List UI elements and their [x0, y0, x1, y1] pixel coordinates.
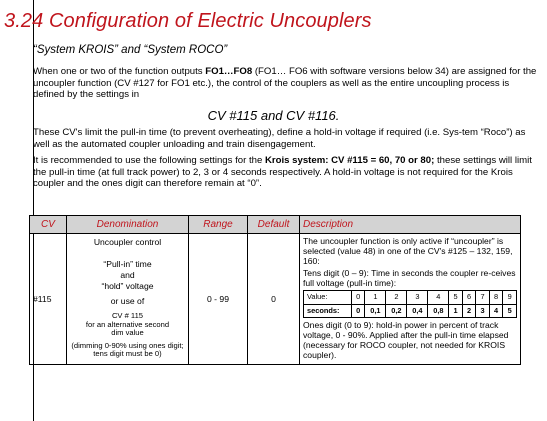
- header-denomination: Denomination: [67, 216, 189, 234]
- table-header-row: [30, 216, 521, 234]
- para3-bold: Krois system: CV #115 = 60, 70 or 80;: [264, 155, 435, 166]
- den-line-8: dim value: [111, 328, 144, 338]
- cv-reference: CV #115 and CV #116.: [207, 108, 340, 123]
- seconds-cell: 2: [462, 304, 476, 318]
- value-cell: 0: [351, 291, 365, 305]
- paragraph-cv-limits: These CV's limit the pull-in time (to prevent overheating), define a hold-in voltage if required (i.e. Sys-tem “Roco”) as well as the automated coupler unloading and train disengagement.: [33, 127, 526, 150]
- value-cell: 3: [407, 291, 428, 305]
- seconds-cell: 0,4: [407, 304, 428, 318]
- seconds-cell: 0,2: [386, 304, 407, 318]
- seconds-cell: 0,8: [428, 304, 449, 318]
- header-default: Default: [248, 216, 300, 234]
- value-cell: 9: [503, 291, 517, 305]
- cell-default: 0: [248, 234, 300, 365]
- desc-paragraph-3: Ones digit (0 to 9): hold-in power in percent of track voltage, 0 - 90%. Applied after the pull-in time elapsed (necessary for ROCO coupler, not needed for KROIS coupler).: [303, 320, 509, 361]
- cell-cv: #115: [30, 234, 67, 365]
- para1-text-c: (FO1… FO6 with software versions below 34) are assigned for the uncoupler function (CV #127 for FO1 etc.), the control of the couplers as well as the entire uncoupling process is defined by the settings in: [33, 66, 537, 101]
- paragraph-krois-recommendation: [33, 155, 541, 190]
- cell-denomination: [67, 234, 189, 365]
- section-subtitle: “System KROIS” and “System ROCO”: [33, 44, 228, 56]
- section-title: 3.24 Configuration of Electric Uncouplers: [4, 10, 372, 32]
- seconds-cell: 1: [449, 304, 463, 318]
- header-description: Description: [300, 216, 521, 234]
- cell-range: 0 - 99: [189, 234, 248, 365]
- value-cell: 6: [462, 291, 476, 305]
- seconds-cell: 0: [351, 304, 365, 318]
- seconds-cell: 5: [503, 304, 517, 318]
- cell-description: [300, 234, 521, 365]
- value-cell: 8: [489, 291, 503, 305]
- values-row: [304, 291, 517, 305]
- seconds-label: seconds:: [304, 304, 352, 318]
- den-line-6: CV # 115: [111, 311, 144, 320]
- para3-text-a: It is recommended to use the following settings for the: [33, 155, 265, 166]
- den-line-9: (dimming 0-90% using ones digit; tens digit must be 0): [71, 340, 184, 359]
- den-line-5: or use of: [110, 296, 145, 306]
- seconds-row: [304, 304, 517, 318]
- para1-text-a: When one or two of the function outputs: [33, 66, 206, 77]
- seconds-cell: 3: [476, 304, 490, 318]
- value-cell: 7: [476, 291, 490, 305]
- value-cell: 1: [365, 291, 386, 305]
- seconds-cell: 4: [489, 304, 503, 318]
- den-line-1: Uncoupler control: [93, 237, 162, 247]
- para3-text-c: these settings will limit the pull-in time (at full track power) to 2, 3 or 4 seconds respectively. A hold-in voltage is not required for the Krois coupler and the ones digit can therefore remain at “0”.: [33, 155, 532, 190]
- seconds-cell: 0,1: [365, 304, 386, 318]
- den-line-7: for an alternative second: [85, 319, 170, 329]
- value-cell: 5: [449, 291, 463, 305]
- cv-table: [29, 215, 521, 365]
- header-cv: CV: [30, 216, 67, 234]
- desc-paragraph-1: The uncoupler function is only active if “uncoupler” is selected (value 48) in one of the CV's #125 – 132, 159, 160:: [303, 236, 513, 266]
- header-range: Range: [189, 216, 248, 234]
- para1-bold: FO1…FO8: [205, 66, 253, 77]
- den-line-4: “hold” voltage: [101, 281, 154, 291]
- value-cell: 4: [428, 291, 449, 305]
- pull-in-values-table: [303, 290, 517, 318]
- den-line-3: and: [120, 270, 135, 280]
- desc-paragraph-2: Tens digit (0 – 9): Time in seconds the coupler re-ceives full voltage (pull-in time):: [303, 268, 516, 288]
- value-label: Value:: [304, 291, 352, 305]
- table-row: [30, 234, 521, 365]
- paragraph-outputs: [33, 66, 541, 101]
- den-line-2: “Pull-in” time: [103, 259, 152, 269]
- value-cell: 2: [386, 291, 407, 305]
